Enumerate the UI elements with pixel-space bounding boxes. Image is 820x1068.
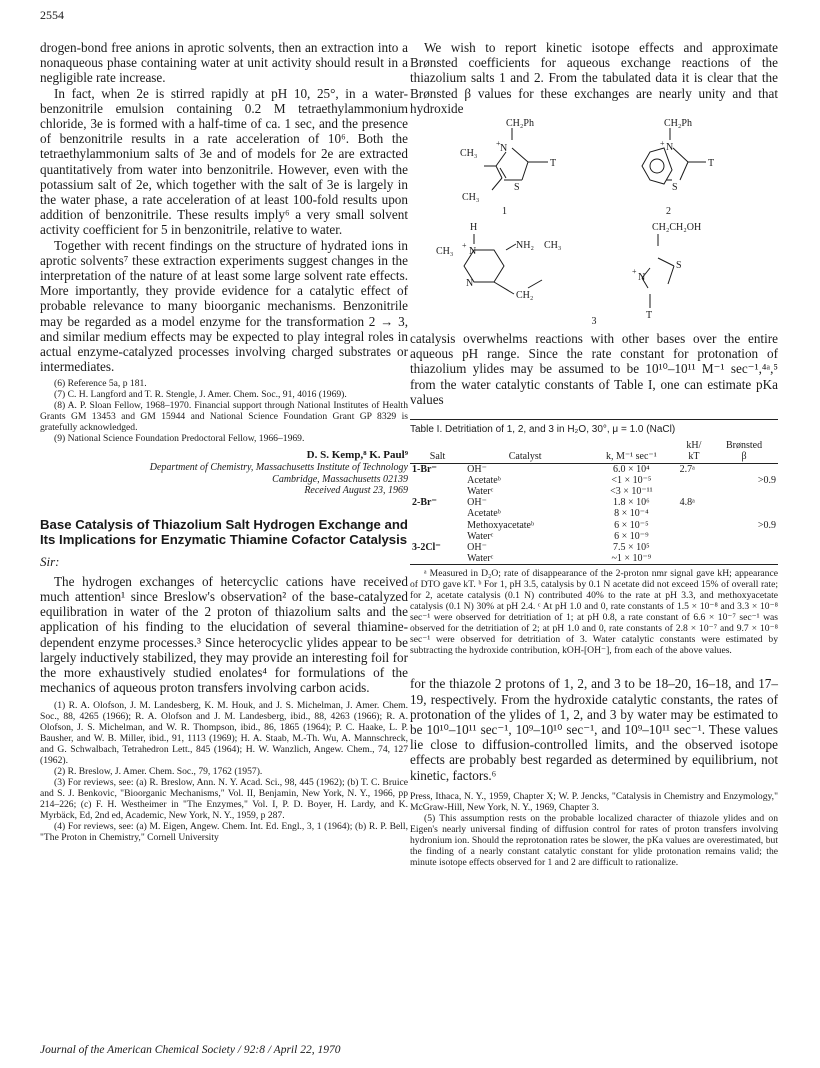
footnote-4-continued: Press, Ithaca, N. Y., 1959, Chapter X; W. P. Jencks, "Catalysis in Chemistry and Enzymology," McGraw-Hill, New York, N. Y., 1969, Chapter 3. [410,790,778,813]
cell-ratio [678,553,711,565]
cell-catalyst: Waterᶜ [467,486,494,498]
page-number: 2554 [40,8,64,22]
left-paragraph-2: In fact, when 2e is stirred rapidly at pH 10, 25°, in a water-benzonitrile emulsion containing 0.2 M tetraethylammonium chloride, 3e is formed with a half-time of ca. 1 sec, and the presence of benzonitrile results in a rate acceleration of 10⁶. Both the tetraethylammonium salts of 3e and of models for 2e are extracted quantitatively from water into benzonitrile. However, even with the potassium salt of 2e, which together with the salt of 3e is largely in the water phase, a rate acceleration of at least 100-fold results upon addition of benzonitrile. These results imply⁶ a very small solvent activity coefficient for 5 in benzonitrile, relative to water. [40,85,408,238]
cell-catalyst: OH⁻ [467,542,487,554]
s3-side-chain: CH₂CH₂OH [652,222,702,234]
cell-k: 6 × 10⁻⁹ [614,530,649,542]
cell-beta [710,542,778,553]
cell-ratio [678,475,711,486]
header-ratio-top: kH/ [686,440,702,452]
s1-substituent: CH₂Ph [506,118,534,130]
cell-beta: >0.9 [757,519,776,531]
left-paragraph-4: The hydrogen exchanges of hetercyclic cations have received much attention¹ since Breslow's observation² of the base-catalyzed equilibration in water of the 2 proton of thiazolium salts and the application of his finding to the elucidation of several thiamine-dependent enzyme processes.³ Since heterocyclic ylides appear to be largely inductively stabilized, they may provide an interesting foil for the more exhaustively studied enolates⁴ for formulations of the mechanics of aqueous proton transfers involving carbon acids. [40,573,408,696]
cell-beta: >0.9 [757,474,776,486]
table-row [410,497,778,508]
cell-k: 6.0 × 10⁴ [613,463,650,475]
s1-methyl-2: CH₃ [462,192,480,204]
table-row [410,508,778,519]
footnotes-6-9 [40,378,408,444]
s1-tritium: T [550,158,557,170]
cell-ratio [678,542,711,553]
journal-footer: Journal of the American Chemical Society / 92:8 / April 22, 1970 [40,1044,341,1056]
cell-k: 7.5 × 10⁵ [613,542,650,554]
cell-ratio [678,520,711,531]
footnote-9: (9) National Science Foundation Predoctoral Fellow, 1966–1969. [54,433,305,445]
s3-methyl-1: CH₃ [436,246,454,258]
s1-nitrogen: N [500,143,508,155]
header-bronsted-top: Brønsted [726,440,763,452]
cell-catalyst: Acetateᵇ [467,508,501,520]
cell-beta [710,486,778,497]
s1-plus: + [496,139,501,149]
s3-plus-1: + [462,241,467,251]
cell-ratio: 4.8ᵃ [679,497,695,509]
references [40,700,408,843]
header-bronsted-bottom: β [710,451,778,463]
table-row [410,486,778,497]
footnote-8: (8) A. P. Sloan Fellow, 1968–1970. Financial support through National Institutes of Health Grants GM 13453 and GM 15944 and National Science Foundation Grant GP 8329 is gratefully acknowledged. [40,400,408,434]
s1-sulfur: S [514,182,520,194]
cell-catalyst: Waterᶜ [467,530,494,542]
structure-1 [484,128,548,190]
s3-tritium: T [646,310,653,319]
s3-hydrogen: H [470,222,478,234]
salutation: Sir: [40,553,60,569]
cell-ratio: 2.7ᵃ [679,463,695,475]
s1-label: 1 [502,206,507,218]
s2-sulfur: S [672,182,678,194]
reference-4: (4) For reviews, see: (a) M. Eigen, Angew. Chem. Int. Ed. Engl., 3, 1 (1964); (b) R. P. Bell, "The Proton in Chemistry," Cornell University [40,821,408,844]
affiliation-line-1: Department of Chemistry, Massachusetts Institute of Technology [149,462,408,474]
s3-sulfur: S [676,260,682,272]
cell-beta [710,497,778,508]
table-row [410,542,778,553]
cell-beta [710,508,778,519]
s3-nitrogen-1: N [469,246,477,258]
s2-tritium: T [708,158,715,170]
cell-catalyst: OH⁻ [467,463,487,475]
cell-k: ~1 × 10⁻⁹ [611,553,652,565]
s3-label: 3 [591,316,597,328]
s1-methyl-1: CH₃ [460,148,478,160]
chemical-structures [410,118,778,318]
table-1 [410,419,778,656]
reference-1: (1) R. A. Olofson, J. M. Landesberg, K. M. Houk, and J. S. Michelman, J. Amer. Chem. Soc., 88, 4265 (1966); R. A. Olofson and J. M. Landesberg, ibid., 88, 4263 (1966); R. A. Olofson, J. S. Michelman, and W. R. Thompson, ibid., 86, 1865 (1964); P. C. Haake, L. P. Bausher, and W. B. Miller, ibid., 91, 1113 (1969); H. A. Staab, M.-Th. Wu, A. Mannschreck, and G. Schwalbach, Tetrahedron Lett., 845 (1964); H. W. Wanzlich, Angew. Chem., 74, 127 (1962). [40,700,408,767]
header-ratio-bottom: kT [678,451,711,463]
structure-3 [464,234,674,308]
left-paragraph-3: Together with recent findings on the structure of hydrated ions in aprotic solvents⁷ these extraction experiments suggest changes in the interpretation of the nature of at least some large solvent rate effects. More importantly, they provide evidence for a catalytic effect of probable relevance to many bioorganic mechanisms. Benzonitrile may be regarded as a model enzyme for the transformation 2 → 3, and similar medium effects may be expected to play integral roles in actual enzyme-catalyzed processes involving charged substrates or intermediates. [40,237,408,375]
s2-substituent: CH₂Ph [664,118,692,130]
structure-2 [642,128,706,184]
cell-k: 8 × 10⁻⁴ [614,508,649,520]
s2-label: 2 [666,206,671,218]
cell-salt [410,553,465,565]
right-paragraph-3: for the thiazole 2 protons of 1, 2, and 3 to be 18–20, 16–18, and 17–19, respectively. From the hydroxide catalytic constants, the rates of protonation of the ylides of 1, 2, and 3 by water may be estimated to be 10¹⁰–10¹¹ sec⁻¹, 10⁹–10¹⁰ sec⁻¹, and 10⁹–10¹¹ sec⁻¹. These values lie close to diffusion-controlled limits, and the observed isotope effects are probably best regarded as determined by equilibrium, not kinetic, factors.⁶ [410,676,778,783]
table-row [410,475,778,486]
header-catalyst: Catalyst [465,451,585,463]
s3-nitrogen-2: N [466,278,474,290]
cell-salt [410,520,465,531]
cell-salt: 2-Br⁻ [412,497,437,509]
cell-k: 1.8 × 10⁶ [613,497,650,509]
s3-nitrogen-3: N [638,272,646,284]
table-row [410,463,778,475]
cell-beta [710,531,778,542]
cell-k: 6 × 10⁻⁵ [614,519,649,531]
right-paragraph-1: We wish to report kinetic isotope effects and approximate Brønsted coefficients for aqueous exchange reactions of the thiazolium salts 1 and 2. From the tabulated data it is clear that the Brønsted β values for these exchanges are nearly unity and that hydroxide [410,40,778,116]
header-k: k, M⁻¹ sec⁻¹ [585,451,678,463]
cell-catalyst: Methoxyacetateᵇ [467,519,535,531]
right-column [410,40,778,868]
cell-catalyst: Waterᶜ [467,553,494,565]
cell-salt [410,531,465,542]
cell-k: <3 × 10⁻¹¹ [610,486,653,498]
footnote-5: (5) This assumption rests on the probable localized character of thiazole ylides and on Eigen's nearly universal finding of diffusion control for rates of proton transfers involving hydronium ion. Should the reprotonation rates be slower, the pKa values are overestimated, but the finding of a nearly constant catalytic constant for ylide protonation remains valid; the minute isotope effects observed for 1 and 2 are difficult to rationalize. [410,812,778,868]
cell-salt [410,508,465,519]
affiliation-line-2: Cambridge, Massachusetts 02139 [272,473,408,485]
cell-beta [710,553,778,565]
s3-methyl-2: CH₃ [544,240,562,252]
cell-catalyst: OH⁻ [467,497,487,509]
cell-salt [410,486,465,497]
footnote-7: (7) C. H. Langford and T. R. Stengle, J. Amer. Chem. Soc., 91, 4016 (1969). [54,389,347,401]
article-title: Base Catalysis of Thiazolium Salt Hydrogen Exchange and Its Implications for Enzymatic Thiamine Cofactor Catalysis [40,516,408,548]
reference-2: (2) R. Breslow, J. Amer. Chem. Soc., 79, 1762 (1957). [54,766,263,778]
signature-block [40,450,408,496]
table-caption: Table I. Detritiation of 1, 2, and 3 in H₂O, 30°, μ = 1.0 (NaCl) [410,424,676,436]
footnote-6: (6) Reference 5a, p 181. [54,378,147,390]
s3-amino: NH₂ [516,240,534,252]
cell-beta [710,463,778,475]
s3-methylene: CH₂ [516,290,534,302]
table-row [410,553,778,565]
left-paragraph-1: drogen-bond free anions in aprotic solvents, then an extraction into a nonaqueous phase containing water at unit activity should result in a negligible rate increase. [40,40,408,86]
cell-ratio [678,531,711,542]
cell-ratio [678,486,711,497]
header-salt: Salt [410,451,465,463]
cell-k: <1 × 10⁻⁵ [611,474,652,486]
left-column [40,40,408,843]
received-date: Received August 23, 1969 [304,485,408,497]
table-footnote: ᵃ Measured in D₂O; rate of disappearance of the 2-proton nmr signal gave kH; appearance of DTO gave kT. ᵇ For 1, pH 3.5, catalysis by 0.1 N acetate did not exceed 15% of overall rate; for 2, acetate catalysis (0.1 N) contributed 40% to the rate at pH 3.3, and methoxyacetate catalysis (0.1 N) 30% at pH 2.4. ᶜ At pH 1.0 and 0, rate constants of 1.5 × 10⁻⁸ and 3.3 × 10⁻⁸ sec⁻¹ were observed for detritiation of 1; at pH 0.8, a rate constant of 6.6 × 10⁻⁷ sec⁻¹ was observed for the detritiation of 2; at pH 1.0 and 0, rate constants of 2.8 × 10⁻⁷ and 9.7 × 10⁻⁸ sec⁻¹ were observed for detritiation of 3. Water catalytic constants were estimated by subtracting the hydroxide contribution, kOH-[OH⁻], from each of the above values. [410,568,778,657]
table-row [410,531,778,542]
reference-3: (3) For reviews, see: (a) R. Breslow, Ann. N. Y. Acad. Sci., 98, 445 (1962); (b) T. C. Bruice and S. J. Benkovic, "Bioorganic Mechanisms," Vol. II, Benjamin, New York, N. Y., 1966, pp 214–226; (c) F. H. Westheimer in "The Enzymes," Vol. I, P. D. Boyer, H. Lardy, and K. Myrbäck, Ed, 2nd ed, Academic, New York, N. Y., 1959, p 287. [40,777,408,822]
s3-plus-2: + [632,267,637,277]
right-paragraph-2: catalysis overwhelms reactions with other bases over the entire aqueous pH range. Since the rate constant for protonation of thiazolium ylides may be assumed to be 10¹⁰–10¹¹ M⁻¹ sec⁻¹,⁴ᵃ,⁵ from the water catalytic constants of Table I, one can estimate pKa values [410,331,778,407]
table-row [410,520,778,531]
s2-plus: + [660,139,665,149]
s2-nitrogen: N [666,142,674,154]
table-1-grid [410,440,778,565]
cell-salt: 1-Br⁻ [412,463,437,475]
cell-catalyst: Acetateᵇ [467,474,501,486]
cell-ratio [678,508,711,519]
cell-salt [410,475,465,486]
cell-salt: 3-2Cl⁻ [412,542,441,554]
authors: D. S. Kemp,⁸ K. Paul⁹ [306,449,408,462]
